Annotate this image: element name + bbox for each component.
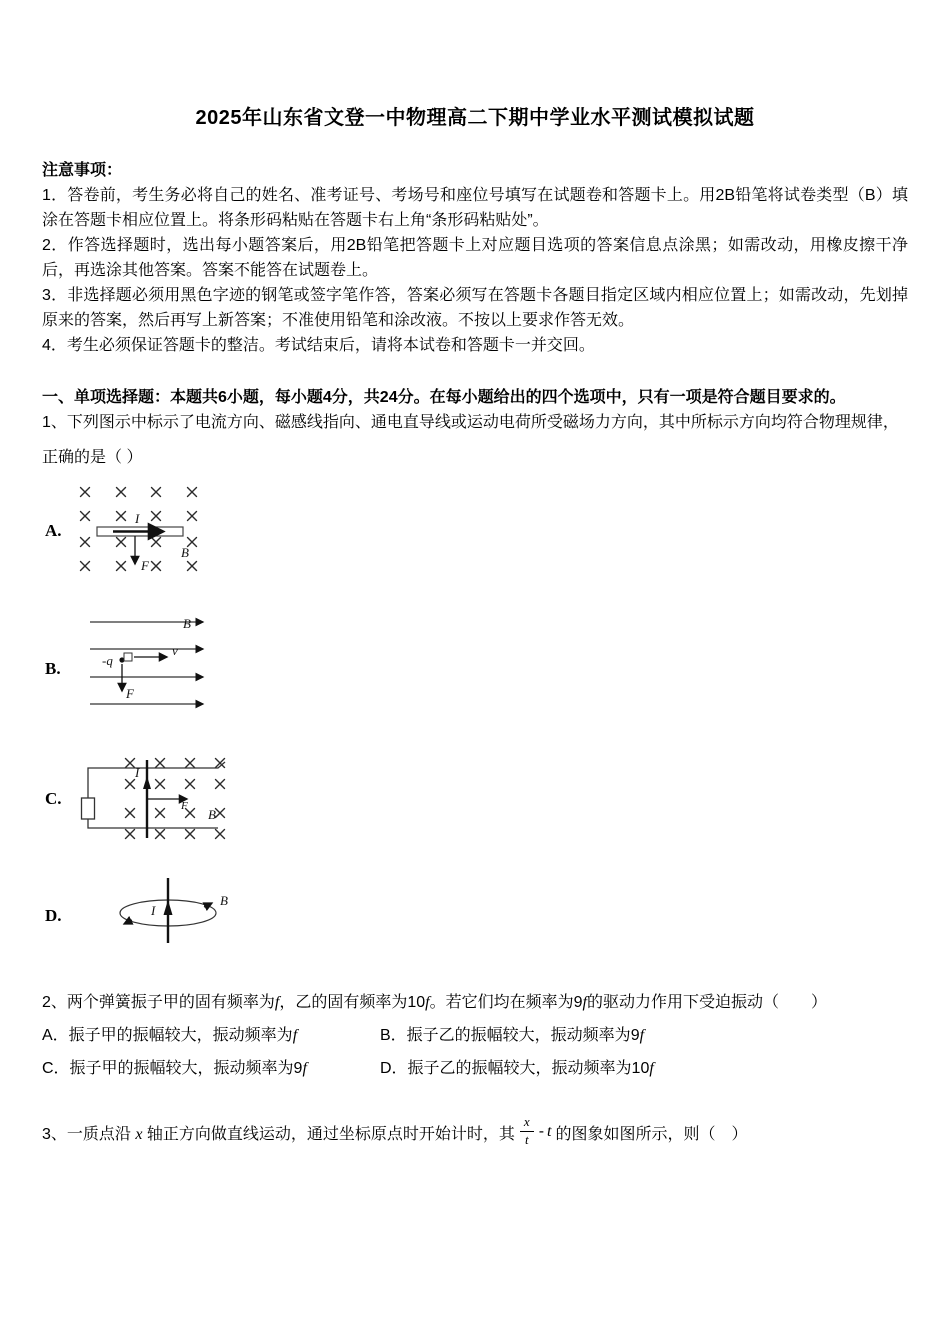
velocity-label: v bbox=[172, 643, 178, 658]
question-1-stem: 1、下列图示中标示了电流方向、磁感线指向、通电直导线或运动电荷所受磁场力方向，其中所标示方向均符合物理规律， bbox=[42, 414, 899, 431]
q2-options-row-2 bbox=[42, 1056, 908, 1081]
diagram-a-rod-in-field bbox=[75, 476, 255, 586]
current-arrowhead bbox=[143, 776, 151, 789]
question-3 bbox=[42, 1115, 908, 1154]
q1-option-c-row bbox=[42, 746, 908, 851]
q1-option-b-label: B. bbox=[45, 658, 61, 678]
q2-option-c: C．振子甲的振幅较大，振动频率为9f bbox=[42, 1060, 307, 1077]
q1-option-c-label: C. bbox=[45, 788, 62, 808]
section-1-heading: 一、单项选择题：本题共6小题，每小题4分，共24分。在每小题给出的四个选项中，只有一项是符合题目要求的。 bbox=[42, 389, 846, 406]
q2-option-d: D．振子乙的振幅较大，振动频率为10f bbox=[380, 1060, 654, 1077]
page-title: 2025年山东省文登一中物理高二下期中学业水平测试模拟试题 bbox=[195, 107, 755, 129]
fraction-x-over-t bbox=[520, 1115, 534, 1148]
notices-section bbox=[42, 158, 908, 358]
battery-element bbox=[82, 798, 95, 819]
force-label: F bbox=[181, 800, 188, 812]
question-3-stem-start: 3、一质点沿 x 轴正方向做直线运动，通过坐标原点时开始计时，其 bbox=[42, 1125, 515, 1143]
force-label: F bbox=[126, 686, 134, 701]
diagram-d-field-around-wire bbox=[75, 873, 255, 958]
notice-item-4: 4．考生必须保证答题卡的整洁。考试结束后，请将本试卷和答题卡一并交回。 bbox=[42, 337, 595, 354]
notices-heading: 注意事项： bbox=[42, 162, 123, 179]
current-label: I bbox=[151, 903, 156, 918]
question-2-stem: 2、两个弹簧振子甲的固有频率为f，乙的固有频率为10f。若它们均在频率为9f的驱动力作用下受迫振动（ ） bbox=[42, 994, 828, 1011]
notice-item-1: 1．答卷前，考生务必将自己的姓名、准考证号、考场号和座位号填写在试题卷和答题卡上。用2B铅笔将试卷类型（B）填涂在答题卡相应位置上。将条形码粘贴在答题卡右上角“条形码粘贴处”。 bbox=[42, 187, 908, 229]
diagram-b-charge-in-field bbox=[75, 611, 255, 726]
bottom-wire bbox=[88, 819, 218, 828]
field-label: B bbox=[208, 807, 216, 822]
q2-option-a: A．振子甲的振幅较大，振动频率为f bbox=[42, 1027, 298, 1044]
question-2 bbox=[42, 990, 908, 1081]
diagram-c-circuit-in-field bbox=[75, 746, 255, 851]
current-label: I bbox=[135, 765, 140, 780]
minus-sign: - bbox=[538, 1122, 545, 1140]
field-label: B bbox=[183, 616, 191, 631]
notice-item-3: 3．非选择题必须用黑色字迹的钢笔或签字笔作答，答案必须写在答题卡各题目指定区域内相应位置上；如需改动，先划掉原来的答案，然后再写上新答案；不准使用铅笔和涂改液。不按以上要求作答无效。 bbox=[42, 287, 908, 329]
notice-item-2: 2．作答选择题时，选出每小题答案后，用2B铅笔把答题卡上对应题目选项的答案信息点涂黑；如需改动，用橡皮擦干净后，再选涂其他答案。答案不能答在试题卷上。 bbox=[42, 237, 908, 279]
field-label: B bbox=[181, 545, 189, 560]
q2-options-row-1 bbox=[42, 1023, 908, 1048]
charge-label: -q bbox=[102, 653, 113, 668]
field-label: B bbox=[220, 893, 228, 908]
q1-option-a-label: A. bbox=[45, 521, 62, 540]
q1-option-b-row bbox=[42, 611, 908, 726]
q1-option-d-row bbox=[42, 873, 908, 958]
q1-option-a-row bbox=[42, 476, 908, 586]
current-arrowhead bbox=[164, 900, 173, 915]
time-variable: t bbox=[547, 1122, 552, 1140]
right-angle-marker bbox=[124, 653, 132, 661]
question-1-stem-line2: 正确的是（ ） bbox=[42, 449, 143, 466]
question-1-diagrams bbox=[42, 476, 908, 958]
q1-option-d-label: D. bbox=[45, 905, 62, 925]
current-label: I bbox=[135, 511, 140, 526]
fraction-denominator: t bbox=[525, 1131, 529, 1147]
force-label: F bbox=[141, 558, 149, 573]
fraction-numerator: x bbox=[520, 1115, 534, 1132]
q2-option-b: B．振子乙的振幅较大，振动频率为9f bbox=[380, 1027, 645, 1044]
question-3-stem-end: 的图象如图所示，则（ ） bbox=[555, 1125, 748, 1143]
